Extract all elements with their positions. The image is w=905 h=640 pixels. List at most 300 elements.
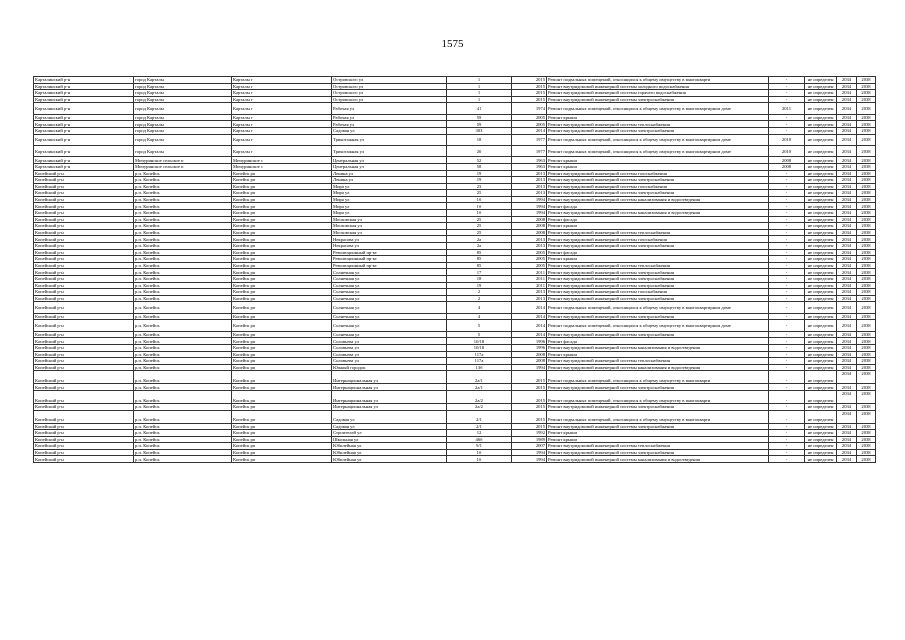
cost-cell: не определен bbox=[805, 177, 837, 184]
year-to-cell: 2038 bbox=[857, 177, 876, 184]
work-type-cell: Ремонт внутридомовой инженерной системы канализования и водоотведения bbox=[547, 210, 769, 217]
locality-cell: Копейск рп bbox=[232, 436, 332, 443]
table-row bbox=[34, 157, 876, 164]
year-cell: 2011 bbox=[512, 282, 547, 289]
locality-cell: Копейск рп bbox=[232, 410, 332, 423]
year-to-cell: 2038 bbox=[857, 203, 876, 210]
work-type-cell: Ремонт внутридомовой инженерной системы теплоснабжения bbox=[547, 262, 769, 269]
municipality-cell: р.п. Копейск bbox=[134, 177, 232, 184]
year-from-cell: 2034 bbox=[837, 157, 857, 164]
municipality-cell: р.п. Копейск bbox=[134, 243, 232, 250]
house-number-cell: 59 bbox=[447, 114, 512, 121]
municipality-cell: р.п. Копейск bbox=[134, 384, 232, 391]
cost-cell: не определен bbox=[805, 223, 837, 230]
house-number-cell: 117а bbox=[447, 351, 512, 358]
last-repair-cell: - bbox=[769, 302, 805, 313]
street-cell: Революционный пр-кт bbox=[332, 262, 447, 269]
work-type-cell: Ремонт подвальных помещений, относящихся к общему имуществу в многокварти bbox=[547, 371, 769, 384]
district-cell: Карталинский р-н bbox=[34, 163, 134, 170]
last-repair-cell: - bbox=[769, 249, 805, 256]
year-cell: 1974 bbox=[512, 103, 547, 114]
locality-cell: Копейск рп bbox=[232, 269, 332, 276]
municipality-cell: р.п. Копейск bbox=[134, 410, 232, 423]
last-repair-cell: - bbox=[769, 456, 805, 463]
table-row bbox=[34, 344, 876, 351]
street-cell: Садовая ул bbox=[332, 423, 447, 430]
cost-cell: не определен bbox=[805, 196, 837, 203]
locality-cell: Копейск рп bbox=[232, 210, 332, 217]
year-from-cell: 2034 bbox=[837, 229, 857, 236]
last-repair-cell: - bbox=[769, 371, 805, 384]
locality-cell: Копейск рп bbox=[232, 403, 332, 410]
municipality-cell: р.п. Копейск bbox=[134, 358, 232, 365]
table-row bbox=[34, 331, 876, 338]
year-to-cell: 2038 bbox=[857, 320, 876, 331]
house-number-cell: 5 bbox=[447, 320, 512, 331]
year-from-cell: 2034 bbox=[837, 90, 857, 97]
table-row bbox=[34, 390, 876, 403]
year-cell: 1994 bbox=[512, 203, 547, 210]
year-to-cell: 2038 bbox=[857, 351, 876, 358]
house-number-cell: 18 bbox=[447, 134, 512, 145]
street-cell: Ленина ул bbox=[332, 170, 447, 177]
locality-cell: Копейск рп bbox=[232, 430, 332, 437]
house-number-cell: 20 bbox=[447, 145, 512, 156]
municipality-cell: р.п. Копейск bbox=[134, 371, 232, 384]
last-repair-cell: - bbox=[769, 114, 805, 121]
street-cell: Мира ул bbox=[332, 210, 447, 217]
table-row bbox=[34, 229, 876, 236]
house-number-cell: 13б bbox=[447, 364, 512, 371]
district-cell: Копейский р-н bbox=[34, 289, 134, 296]
work-type-cell: Ремонт внутридомовой инженерной системы электроснабжения bbox=[547, 384, 769, 391]
municipality-cell: р.п. Копейск bbox=[134, 216, 232, 223]
municipality-cell: р.п. Копейск bbox=[134, 262, 232, 269]
year-from-cell: 2034 bbox=[837, 121, 857, 128]
last-repair-cell: 2010 bbox=[769, 134, 805, 145]
work-type-cell: Ремонт внутридомовой инженерной системы электроснабжения bbox=[547, 127, 769, 134]
house-number-cell: 17 bbox=[447, 269, 512, 276]
locality-cell: Копейск рп bbox=[232, 331, 332, 338]
house-number-cell: 19 bbox=[447, 177, 512, 184]
cost-cell: не определен bbox=[805, 313, 837, 320]
year-from-cell: 2034 bbox=[837, 163, 857, 170]
year-to-cell: 2038 bbox=[857, 449, 876, 456]
district-cell: Копейский р-н bbox=[34, 216, 134, 223]
work-type-cell: Ремонт внутридомовой инженерной системы электроснабжения bbox=[547, 295, 769, 302]
cost-cell: не определен bbox=[805, 289, 837, 296]
year-to-cell: 2038 bbox=[857, 358, 876, 365]
municipality-cell: р.п. Копейск bbox=[134, 183, 232, 190]
table-row bbox=[34, 262, 876, 269]
municipality-cell: город Карталы bbox=[134, 145, 232, 156]
house-number-cell: 23 bbox=[447, 183, 512, 190]
year-to-cell: 2038 bbox=[857, 223, 876, 230]
house-number-cell: 25 bbox=[447, 216, 512, 223]
last-repair-cell: - bbox=[769, 338, 805, 345]
house-number-cell: 1 bbox=[447, 90, 512, 97]
work-type-cell: Ремонт внутридомовой инженерной системы канализования и водоотведения bbox=[547, 364, 769, 371]
last-repair-cell: 2010 bbox=[769, 145, 805, 156]
table-row bbox=[34, 384, 876, 391]
district-cell: Копейский р-н bbox=[34, 295, 134, 302]
year-to-cell: 2038 bbox=[857, 430, 876, 437]
year-to-cell: 2038 bbox=[857, 331, 876, 338]
year-cell: 2008 bbox=[512, 229, 547, 236]
cost-cell: не определен bbox=[805, 236, 837, 243]
street-cell: Трикотажная ул bbox=[332, 145, 447, 156]
house-number-cell: 9/1 bbox=[447, 443, 512, 450]
year-from-cell: 2034 bbox=[837, 183, 857, 190]
street-cell: Рабочая ул bbox=[332, 114, 447, 121]
table-row bbox=[34, 289, 876, 296]
table-row bbox=[34, 410, 876, 423]
year-cell: 2011 bbox=[512, 276, 547, 283]
district-cell: Копейский р-н bbox=[34, 282, 134, 289]
municipality-cell: город Карталы bbox=[134, 103, 232, 114]
year-from-cell: 2034 bbox=[837, 210, 857, 217]
year-to-cell: 2038 bbox=[857, 145, 876, 156]
work-type-cell: Ремонт крыши bbox=[547, 256, 769, 263]
cost-cell: не определен bbox=[805, 403, 837, 410]
year-cell: 2008 bbox=[512, 351, 547, 358]
year-to-cell: 2038 bbox=[857, 371, 876, 384]
street-cell: Центральная ул bbox=[332, 163, 447, 170]
cost-cell: не определен bbox=[805, 384, 837, 391]
year-to-cell: 2038 bbox=[857, 183, 876, 190]
year-cell: 1996 bbox=[512, 344, 547, 351]
table-row bbox=[34, 203, 876, 210]
house-number-cell: 59 bbox=[447, 121, 512, 128]
house-number-cell: 4 bbox=[447, 302, 512, 313]
street-cell: Солнечная ул bbox=[332, 331, 447, 338]
district-cell: Карталинский р-н bbox=[34, 114, 134, 121]
street-cell: Соловьева ул bbox=[332, 351, 447, 358]
locality-cell: Копейск рп bbox=[232, 203, 332, 210]
last-repair-cell: - bbox=[769, 196, 805, 203]
locality-cell: Копейск рп bbox=[232, 196, 332, 203]
locality-cell: Копейск рп bbox=[232, 456, 332, 463]
district-cell: Копейский р-н bbox=[34, 344, 134, 351]
street-cell: Трикотажная ул bbox=[332, 134, 447, 145]
cost-cell: не определен bbox=[805, 364, 837, 371]
house-number-cell: 1 bbox=[447, 83, 512, 90]
last-repair-cell: - bbox=[769, 77, 805, 84]
house-number-cell: 2 bbox=[447, 289, 512, 296]
work-type-cell: Ремонт крыши bbox=[547, 430, 769, 437]
year-to-cell: 2038 bbox=[857, 276, 876, 283]
locality-cell: Карталы г bbox=[232, 90, 332, 97]
year-to-cell: 2038 bbox=[857, 103, 876, 114]
district-cell: Копейский р-н bbox=[34, 358, 134, 365]
year-cell: 2014 bbox=[512, 331, 547, 338]
cost-cell: не определен bbox=[805, 276, 837, 283]
work-type-cell: Ремонт внутридомовой инженерной системы канализования и водоотведения bbox=[547, 196, 769, 203]
locality-cell: Копейск рп bbox=[232, 183, 332, 190]
year-cell: 2014 bbox=[512, 313, 547, 320]
year-cell: 2015 bbox=[512, 77, 547, 84]
year-cell: 1994 bbox=[512, 456, 547, 463]
table-row bbox=[34, 320, 876, 331]
table-row bbox=[34, 127, 876, 134]
year-cell: 1977 bbox=[512, 134, 547, 145]
year-to-cell: 2038 bbox=[857, 256, 876, 263]
house-number-cell: 1б bbox=[447, 449, 512, 456]
year-cell: 1989 bbox=[512, 436, 547, 443]
last-repair-cell: - bbox=[769, 170, 805, 177]
cost-cell: не определен bbox=[805, 190, 837, 197]
cost-cell: не определен bbox=[805, 282, 837, 289]
table-row bbox=[34, 96, 876, 103]
work-type-cell: Ремонт крыши bbox=[547, 114, 769, 121]
municipality-cell: р.п. Копейск bbox=[134, 223, 232, 230]
house-number-cell: 19 bbox=[447, 282, 512, 289]
table-row bbox=[34, 403, 876, 410]
street-cell: Соловьева ул bbox=[332, 338, 447, 345]
cost-cell: не определен bbox=[805, 90, 837, 97]
year-cell: 1963 bbox=[512, 157, 547, 164]
house-number-cell: 117а bbox=[447, 358, 512, 365]
locality-cell: Копейск рп bbox=[232, 358, 332, 365]
year-cell: 2008 bbox=[512, 216, 547, 223]
year-from-cell: 2034 bbox=[837, 96, 857, 103]
work-type-cell: Ремонт внутридомовой инженерной системы электроснабжения bbox=[547, 96, 769, 103]
cost-cell: не определен bbox=[805, 302, 837, 313]
district-cell: Копейский р-н bbox=[34, 170, 134, 177]
cost-cell: не определен bbox=[805, 145, 837, 156]
municipality-cell: р.п. Копейск bbox=[134, 289, 232, 296]
street-cell: Интернациональная ул bbox=[332, 403, 447, 410]
house-number-cell: 1б bbox=[447, 210, 512, 217]
last-repair-cell: 2008 bbox=[769, 157, 805, 164]
cost-cell: не определен bbox=[805, 256, 837, 263]
street-cell: Южный городок bbox=[332, 364, 447, 371]
year-from-cell: 2034 bbox=[837, 127, 857, 134]
year-to-cell: 2038 bbox=[857, 456, 876, 463]
work-type-cell: Ремонт внутридомовой инженерной системы электроснабжения bbox=[547, 449, 769, 456]
year-to-cell: 2038 bbox=[857, 302, 876, 313]
last-repair-cell: - bbox=[769, 390, 805, 403]
municipality-cell: р.п. Копейск bbox=[134, 436, 232, 443]
table-row bbox=[34, 177, 876, 184]
year-cell: 1977 bbox=[512, 145, 547, 156]
year-from-cell: 2034 bbox=[837, 196, 857, 203]
street-cell: Рабочая ул bbox=[332, 103, 447, 114]
work-type-cell: Ремонт внутридомовой инженерной системы электроснабжения bbox=[547, 269, 769, 276]
last-repair-cell: - bbox=[769, 216, 805, 223]
house-number-cell: 2/1 bbox=[447, 410, 512, 423]
street-cell: Интернациональная ул bbox=[332, 384, 447, 391]
work-type-cell: Ремонт внутридомовой инженерной системы горячего водоснабжения bbox=[547, 90, 769, 97]
cost-cell: не определен bbox=[805, 443, 837, 450]
district-cell: Карталинский р-н bbox=[34, 90, 134, 97]
year-from-cell: 2034 bbox=[837, 430, 857, 437]
year-from-cell: 2034 bbox=[837, 256, 857, 263]
locality-cell: Карталы г bbox=[232, 83, 332, 90]
last-repair-cell: - bbox=[769, 96, 805, 103]
work-type-cell: Ремонт внутридомовой инженерной системы газоснабжения bbox=[547, 183, 769, 190]
district-cell: Копейский р-н bbox=[34, 196, 134, 203]
district-cell: Копейский р-н bbox=[34, 313, 134, 320]
last-repair-cell: - bbox=[769, 269, 805, 276]
district-cell: Карталинский р-н bbox=[34, 103, 134, 114]
year-from-cell: 2034 bbox=[837, 170, 857, 177]
table-row bbox=[34, 90, 876, 97]
municipality-cell: р.п. Копейск bbox=[134, 456, 232, 463]
street-cell: Московская ул bbox=[332, 229, 447, 236]
year-from-cell: 2034 bbox=[837, 236, 857, 243]
year-to-cell: 2038 bbox=[857, 83, 876, 90]
street-cell: Солнечная ул bbox=[332, 276, 447, 283]
cost-cell: не определен bbox=[805, 83, 837, 90]
table-row bbox=[34, 183, 876, 190]
municipality-cell: р.п. Копейск bbox=[134, 210, 232, 217]
year-to-cell: 2038 bbox=[857, 410, 876, 423]
street-cell: Островского ул bbox=[332, 77, 447, 84]
municipality-cell: р.п. Копейск bbox=[134, 256, 232, 263]
table-row bbox=[34, 249, 876, 256]
year-from-cell: 2034 bbox=[837, 249, 857, 256]
house-number-cell: 10/18 bbox=[447, 338, 512, 345]
house-number-cell: 1 bbox=[447, 77, 512, 84]
street-cell: Интернациональная ул bbox=[332, 390, 447, 403]
year-from-cell: 2034 bbox=[837, 203, 857, 210]
year-to-cell: 2038 bbox=[857, 96, 876, 103]
year-to-cell: 2038 bbox=[857, 295, 876, 302]
house-number-cell: 25 bbox=[447, 190, 512, 197]
work-type-cell: Ремонт внутридомовой инженерной системы холодного водоснабжения bbox=[547, 83, 769, 90]
last-repair-cell: - bbox=[769, 203, 805, 210]
year-cell: 2013 bbox=[512, 243, 547, 250]
year-to-cell: 2038 bbox=[857, 196, 876, 203]
year-from-cell: 2034 bbox=[837, 282, 857, 289]
last-repair-cell: 2011 bbox=[769, 103, 805, 114]
table-row bbox=[34, 103, 876, 114]
locality-cell: Мичуринское с bbox=[232, 157, 332, 164]
year-to-cell: 2038 bbox=[857, 384, 876, 391]
municipality-cell: р.п. Копейск bbox=[134, 423, 232, 430]
year-to-cell: 2038 bbox=[857, 313, 876, 320]
work-type-cell: Ремонт подвальных помещений, относящихся к общему имуществу в многоквартирном доме bbox=[547, 320, 769, 331]
last-repair-cell: - bbox=[769, 256, 805, 263]
year-from-cell: 2034 bbox=[837, 371, 857, 384]
house-number-cell: 5 bbox=[447, 331, 512, 338]
district-cell: Копейский р-н bbox=[34, 177, 134, 184]
year-from-cell: 2034 bbox=[837, 243, 857, 250]
district-cell: Копейский р-н bbox=[34, 390, 134, 403]
last-repair-cell: - bbox=[769, 351, 805, 358]
cost-cell: не определен bbox=[805, 436, 837, 443]
house-number-cell: 2а/1 bbox=[447, 384, 512, 391]
table-row bbox=[34, 77, 876, 84]
locality-cell: Карталы г bbox=[232, 134, 332, 145]
cost-cell: не определен bbox=[805, 331, 837, 338]
locality-cell: Копейск рп bbox=[232, 256, 332, 263]
house-number-cell: 1б bbox=[447, 196, 512, 203]
year-to-cell: 2038 bbox=[857, 90, 876, 97]
locality-cell: Карталы г bbox=[232, 77, 332, 84]
municipality-cell: р.п. Копейск bbox=[134, 249, 232, 256]
district-cell: Копейский р-н bbox=[34, 331, 134, 338]
house-number-cell: 2а bbox=[447, 236, 512, 243]
year-cell: 2015 bbox=[512, 96, 547, 103]
cost-cell: не определен bbox=[805, 121, 837, 128]
year-cell: 2015 bbox=[512, 384, 547, 391]
cost-cell: не определен bbox=[805, 449, 837, 456]
locality-cell: Копейск рп bbox=[232, 289, 332, 296]
municipality-cell: город Карталы bbox=[134, 134, 232, 145]
locality-cell: Копейск рп bbox=[232, 371, 332, 384]
table-row bbox=[34, 216, 876, 223]
year-from-cell: 2034 bbox=[837, 276, 857, 283]
year-to-cell: 2038 bbox=[857, 243, 876, 250]
last-repair-cell: - bbox=[769, 313, 805, 320]
year-cell: 1994 bbox=[512, 210, 547, 217]
street-cell: Островского ул bbox=[332, 90, 447, 97]
municipality-cell: р.п. Копейск bbox=[134, 170, 232, 177]
street-cell: Островского ул bbox=[332, 83, 447, 90]
district-cell: Копейский р-н bbox=[34, 210, 134, 217]
work-type-cell: Ремонт крыши bbox=[547, 157, 769, 164]
house-number-cell: 2а bbox=[447, 243, 512, 250]
year-cell: 1996 bbox=[512, 338, 547, 345]
year-cell: 2008 bbox=[512, 223, 547, 230]
last-repair-cell: - bbox=[769, 443, 805, 450]
cost-cell: не определен bbox=[805, 210, 837, 217]
house-number-cell: 1б bbox=[447, 456, 512, 463]
cost-cell: не определен bbox=[805, 410, 837, 423]
year-cell: 1963 bbox=[512, 163, 547, 170]
last-repair-cell: - bbox=[769, 243, 805, 250]
street-cell: Московская ул bbox=[332, 216, 447, 223]
work-type-cell: Ремонт внутридомовой инженерной системы теплоснабжения bbox=[547, 358, 769, 365]
district-cell: Копейский р-н bbox=[34, 223, 134, 230]
year-cell: 2015 bbox=[512, 410, 547, 423]
year-from-cell: 2034 bbox=[837, 269, 857, 276]
house-number-cell: 25 bbox=[447, 229, 512, 236]
table-row bbox=[34, 430, 876, 437]
table-row bbox=[34, 371, 876, 384]
year-to-cell: 2038 bbox=[857, 249, 876, 256]
work-type-cell: Ремонт внутридомовой инженерной системы канализования и водоотведения bbox=[547, 344, 769, 351]
locality-cell: Копейск рп bbox=[232, 236, 332, 243]
locality-cell: Копейск рп bbox=[232, 338, 332, 345]
work-type-cell: Ремонт внутридомовой инженерной системы газоснабжения bbox=[547, 236, 769, 243]
year-to-cell: 2038 bbox=[857, 344, 876, 351]
year-from-cell: 2034 bbox=[837, 358, 857, 365]
table-row bbox=[34, 276, 876, 283]
street-cell: Соловьева ул bbox=[332, 344, 447, 351]
house-number-cell: 85 bbox=[447, 249, 512, 256]
year-to-cell: 2038 bbox=[857, 77, 876, 84]
year-cell: 2015 bbox=[512, 90, 547, 97]
work-type-cell: Ремонт крыши bbox=[547, 223, 769, 230]
year-from-cell: 2034 bbox=[837, 443, 857, 450]
last-repair-cell: - bbox=[769, 344, 805, 351]
district-cell: Копейский р-н bbox=[34, 229, 134, 236]
municipality-cell: р.п. Копейск bbox=[134, 430, 232, 437]
locality-cell: Копейск рп bbox=[232, 229, 332, 236]
municipality-cell: Мичуринское сельское п bbox=[134, 163, 232, 170]
year-from-cell: 2034 bbox=[837, 177, 857, 184]
table-row bbox=[34, 443, 876, 450]
year-to-cell: 2038 bbox=[857, 436, 876, 443]
district-cell: Копейский р-н bbox=[34, 276, 134, 283]
house-number-cell: 12 bbox=[447, 430, 512, 437]
year-to-cell: 2038 bbox=[857, 443, 876, 450]
table-row bbox=[34, 351, 876, 358]
district-cell: Копейский р-н bbox=[34, 443, 134, 450]
